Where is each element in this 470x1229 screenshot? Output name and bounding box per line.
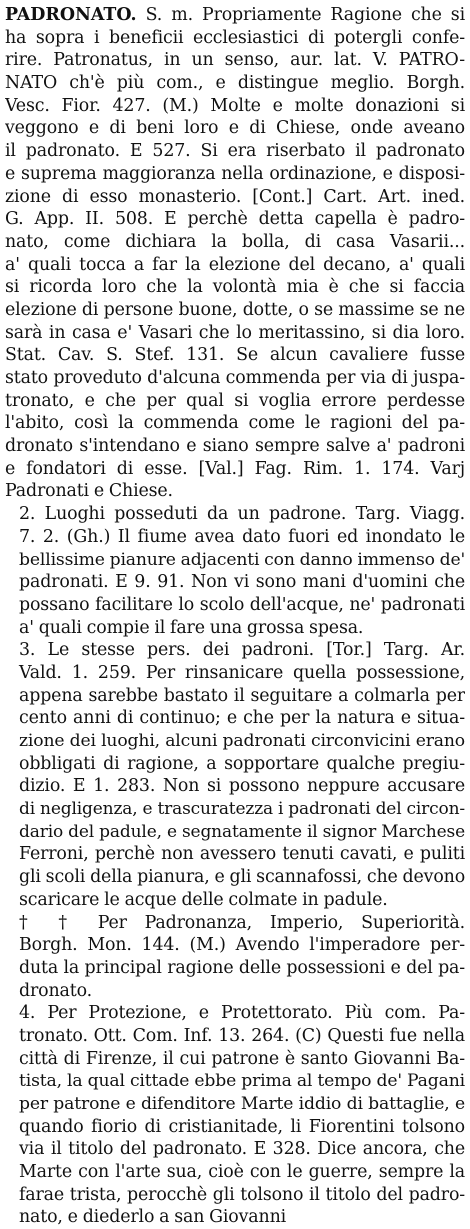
sense-line: possano facilitare lo scolo dell'acque, ne' padronati <box>19 594 465 615</box>
entry-line: Vesc. Fior. 427. (M.) Molte e molte donazioni si <box>5 95 465 116</box>
headword: PADRONATO. <box>5 5 137 25</box>
sense-line: appena sarebbe bastato il seguitare a colmarla per <box>19 685 465 706</box>
sense-line: Ferroni, perchè non avessero tenuti cavati, e puliti <box>19 844 465 865</box>
sense-line: dizio. E 1. 283. Non si possono neppure accusare <box>19 776 465 797</box>
sense-line: farae trista, perocchè gli tolsono il titolo del padro- <box>19 1184 465 1205</box>
entry-line: e fondatori di esse. [Val.] Fag. Rim. 1. 174. Varj <box>5 458 465 479</box>
entry-line <box>5 4 465 27</box>
sense-3 <box>5 639 465 911</box>
sense-2 <box>5 503 465 639</box>
entry-line: sarà in casa e' Vasari che lo meritassino, si dia loro. <box>5 322 465 343</box>
sense-line: † † Per Padronanza, Imperio, Superiorità. <box>19 912 465 933</box>
sense-line: obbligati di ragione, a sopportare qualche pregiu- <box>19 753 465 774</box>
sense-line: a' quali compie il fare una grossa spesa. <box>19 617 364 638</box>
entry-line: elezione di persone buone, dotte, o se massime se ne <box>5 299 465 320</box>
sense-line: cento anni di continuo; e che per la natura e situa- <box>19 708 465 729</box>
sense-line: tista, la qual cittade ebbe prima al tempo de' Pagani <box>19 1071 465 1092</box>
entry-line: nato, come dichiara la bolla, di casa Vasarii... <box>5 231 465 252</box>
entry-line: l'abito, così la commenda come le ragioni del pa- <box>5 413 465 434</box>
sense-line: quando fiorio di cristianitade, li Fiorentini tolsono <box>19 1116 465 1137</box>
sense-line: padronati. E 9. 91. Non vi sono mani d'uomini che <box>19 572 465 593</box>
entry-line: si ricorda loro che la volontà mia è che si faccia <box>5 277 465 298</box>
entry-line: il padronato. E 527. Si era riserbato il padronato <box>5 141 465 162</box>
sense-line: scaricare le acque delle colmate in padule. <box>19 889 388 910</box>
sense-line: Borgh. Mon. 144. (M.) Avendo l'imperadore per- <box>19 935 465 956</box>
entry-line: zione di esso monasterio. [Cont.] Cart. Art. ined. <box>5 186 465 207</box>
entry-line: Stat. Cav. S. Stef. 131. Se alcun cavaliere fusse <box>5 345 465 366</box>
sense-line: 4. Per Protezione, e Protettorato. Più com. Pa- <box>19 1003 465 1024</box>
sense-line: 2. Luoghi posseduti da un padrone. Targ. Viagg. <box>19 504 465 525</box>
entry-line: a' quali tocca a far la elezione del decano, a' quali <box>5 254 465 275</box>
entry-line: stato proveduto d'alcuna commenda per via di juspa- <box>5 368 465 388</box>
entry-line: tronato, e che per qual si voglia errore perdesse <box>5 390 465 411</box>
entry-line: Padronati e Chiese. <box>5 481 173 502</box>
sense-line: dario del padule, e segnatamente il signor Marchese <box>19 821 465 842</box>
entry-line: NATO ch'è più com., e distingue meglio. Borgh. <box>5 73 465 94</box>
sense-line: città di Firenze, il cui patrone è santo Giovanni Ba- <box>19 1048 465 1069</box>
sense-line: bellissime pianure adjacenti con danno immenso de' <box>19 549 465 570</box>
sense-line: per patrone e difenditore Marte iddio di battaglie, e <box>19 1094 465 1114</box>
entry-definition-start: S. m. Propriamente Ragione che si <box>145 5 465 25</box>
sense-line: Marte con l'arte sua, cioè con le guerre, sempre la <box>19 1162 465 1183</box>
sense-line: 7. 2. (Gh.) Il fiume avea dato fuori ed inondato le <box>19 526 465 547</box>
sense-line: gli scoli della pianura, e gli scannafossi, che devono <box>19 867 465 888</box>
dictionary-entry <box>5 4 465 503</box>
sense-line: di negligenza, e trascuratezza i padronati del circon- <box>19 799 465 820</box>
sense-line: tronato. Ott. Com. Inf. 13. 264. (C) Questi fue nella <box>19 1025 465 1046</box>
sense-line: Vald. 1. 259. Per rinsanicare quella possessione, <box>19 662 465 683</box>
sense-line: via il titolo del padronato. E 328. Dice ancora, che <box>19 1139 465 1160</box>
entry-line: G. App. II. 508. E perchè detta capella è padro- <box>5 209 465 230</box>
entry-line: rire. Patronatus, in un senso, aur. lat. V. PATRO- <box>5 50 465 71</box>
sense-line: duta la principal ragione delle possessioni e del pa- <box>19 957 465 978</box>
entry-line: veggono e di beni loro e di Chiese, onde aveano <box>5 118 465 139</box>
entry-line: ha sopra i beneficii ecclesiastici di potergli confe- <box>5 27 465 48</box>
sense-line: 3. Le stesse pers. dei padroni. [Tor.] Targ. Ar. <box>19 640 465 661</box>
sense-line: nato, e diederlo a san Giovanni <box>19 1207 287 1228</box>
entry-line: dronato s'intendano e siano sempre salve a' padroni <box>5 436 465 457</box>
sense-obsolete <box>5 912 465 1003</box>
sense-line: dronato. <box>19 980 92 1001</box>
sense-4 <box>5 1002 465 1229</box>
entry-line: e suprema maggioranza nella ordinazione, e disposi- <box>5 163 465 184</box>
sense-line: zione dei luoghi, alcuni padronati circonvicini erano <box>19 731 465 751</box>
